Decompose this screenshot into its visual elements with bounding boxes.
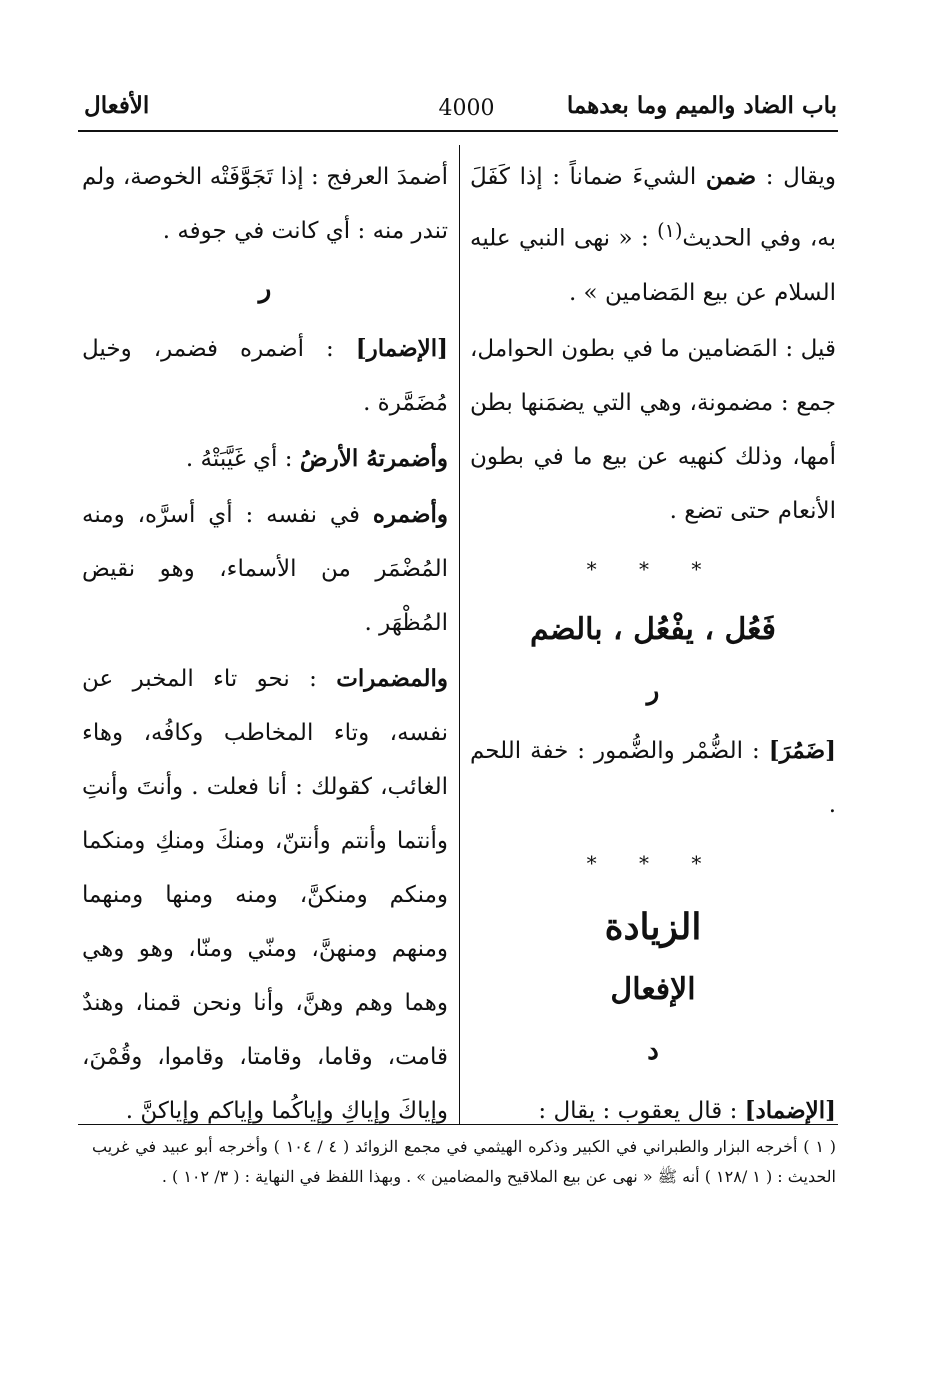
section-title: فَعُل ، يفْعُل ، بالضم (529, 611, 776, 647)
running-header-chapter: باب الضاد والميم وما بعدهما (566, 92, 837, 119)
entry-admarathu (82, 432, 448, 486)
footnote-reference: (١) (657, 219, 683, 242)
sub-letter-ra: ر (258, 274, 272, 304)
entry-text: في نفسه : أي أسرَّه، ومنه المُضْمَر من الأسماء، وهو نقيض المُظْهَر . (82, 502, 448, 636)
entry-text: : أضمره فضمر، وخيل مُضَمَّرة . (82, 336, 448, 416)
right-column (470, 150, 836, 1140)
entry-daman (470, 150, 836, 320)
entry-text: : نحو تاء المخبر عن نفسه، وتاء المخاطب وكافُه، وهاء الغائب، كقولك : أنا فعلت . وأنتَ وأنتِ وأنتما وأنتم وأنتنّ، ومنكَ ومنكِ ومنكما ومنكم ومنكنَّ، ومنه ومنها ومنهما ومنهم ومنهنَّ، ومنّي ومنّا، وهو وهي وهما وهم وهنَّ، وأنا ونحن قمنا، وهندٌ قامت، وقاما، وقامتا، وقاموا، وقُمْنَ، وإياكَ وإياكِ وإياكُما وإياكم وإياكنَّ . (82, 666, 448, 1124)
sub-letter-dal: د (647, 1035, 659, 1066)
header-divider (78, 130, 838, 132)
headword-admarathu: وأضمرتهُ الأرضُ (299, 445, 448, 472)
entry-adamada-continued: أضمدَ العرفج : إذا تَجَوَّفَتْه الخوصة، ولم تندر منه : أي كانت في جوفه . (82, 164, 448, 244)
entry-text: : أي غَيَّبَتْهُ . (185, 446, 300, 472)
footnote: ( ١ ) أخرجه البزار والطبراني في الكبير وذكره الهيثمي في مجمع الزوائد ( ٤ / ١٠٤ ) وأخرجه أبو عبيد في غريب الحديث : ( ١ /١٢٨ ) أنه ﷺ « نهى عن بيع الملاقيح والمضامين » . وبهذا اللفظ في النهاية : ( ٣/ ١٠٢ ) . (92, 1137, 837, 1186)
section-heading-ziyada: الزيادة (604, 905, 702, 948)
headword-daman: ضمن (705, 163, 757, 190)
headword-damura: [ضَمُرَ] (768, 736, 836, 764)
sub-letter-ra: ر (646, 675, 660, 706)
entry-damura (470, 724, 836, 832)
entry-admarahu (82, 488, 448, 650)
left-column (82, 150, 448, 1140)
entry-mudmarat (82, 652, 448, 1138)
section-separator: * * * (586, 556, 720, 581)
headword-mudmarat: والمضمرات (336, 665, 448, 692)
entry-madamin: قيل : المَضامين ما في بطون الحوامل، جمع : مضمونة، وهي التي يضمَنها بطن أمها، وذلك كنهيه عن بيع ما في بطون الأنعام حتى تضع . (470, 335, 836, 524)
page-number: 4000 (438, 96, 495, 121)
headword-idmad: [الإضماد] (744, 1096, 836, 1124)
section-heading-ifal: الإفعال (610, 971, 696, 1007)
entry-text: الشيءَ ضماناً : إذا كَفَلَ به، وفي الحديث (470, 164, 836, 252)
section-separator: * * * (586, 850, 720, 875)
entry-idmar (82, 322, 448, 430)
entry-text: : الضُّمْر والضُّمور : خفة اللحم . (470, 737, 836, 818)
headword-idmar: [الإضمار] (355, 335, 448, 362)
footnote-divider (78, 1124, 838, 1125)
entry-text: : « نهى النبي عليه السلام عن بيع المَضامين » . (470, 225, 836, 306)
headword-admarahu: وأضمره (372, 501, 448, 528)
entry-idmad (470, 1084, 836, 1138)
entry-text: : قال يعقوب : يقال : (538, 1097, 745, 1124)
entry-lead: ويقال : (756, 164, 836, 190)
column-divider (459, 145, 460, 1125)
running-header-section: الأفعال (84, 92, 150, 119)
